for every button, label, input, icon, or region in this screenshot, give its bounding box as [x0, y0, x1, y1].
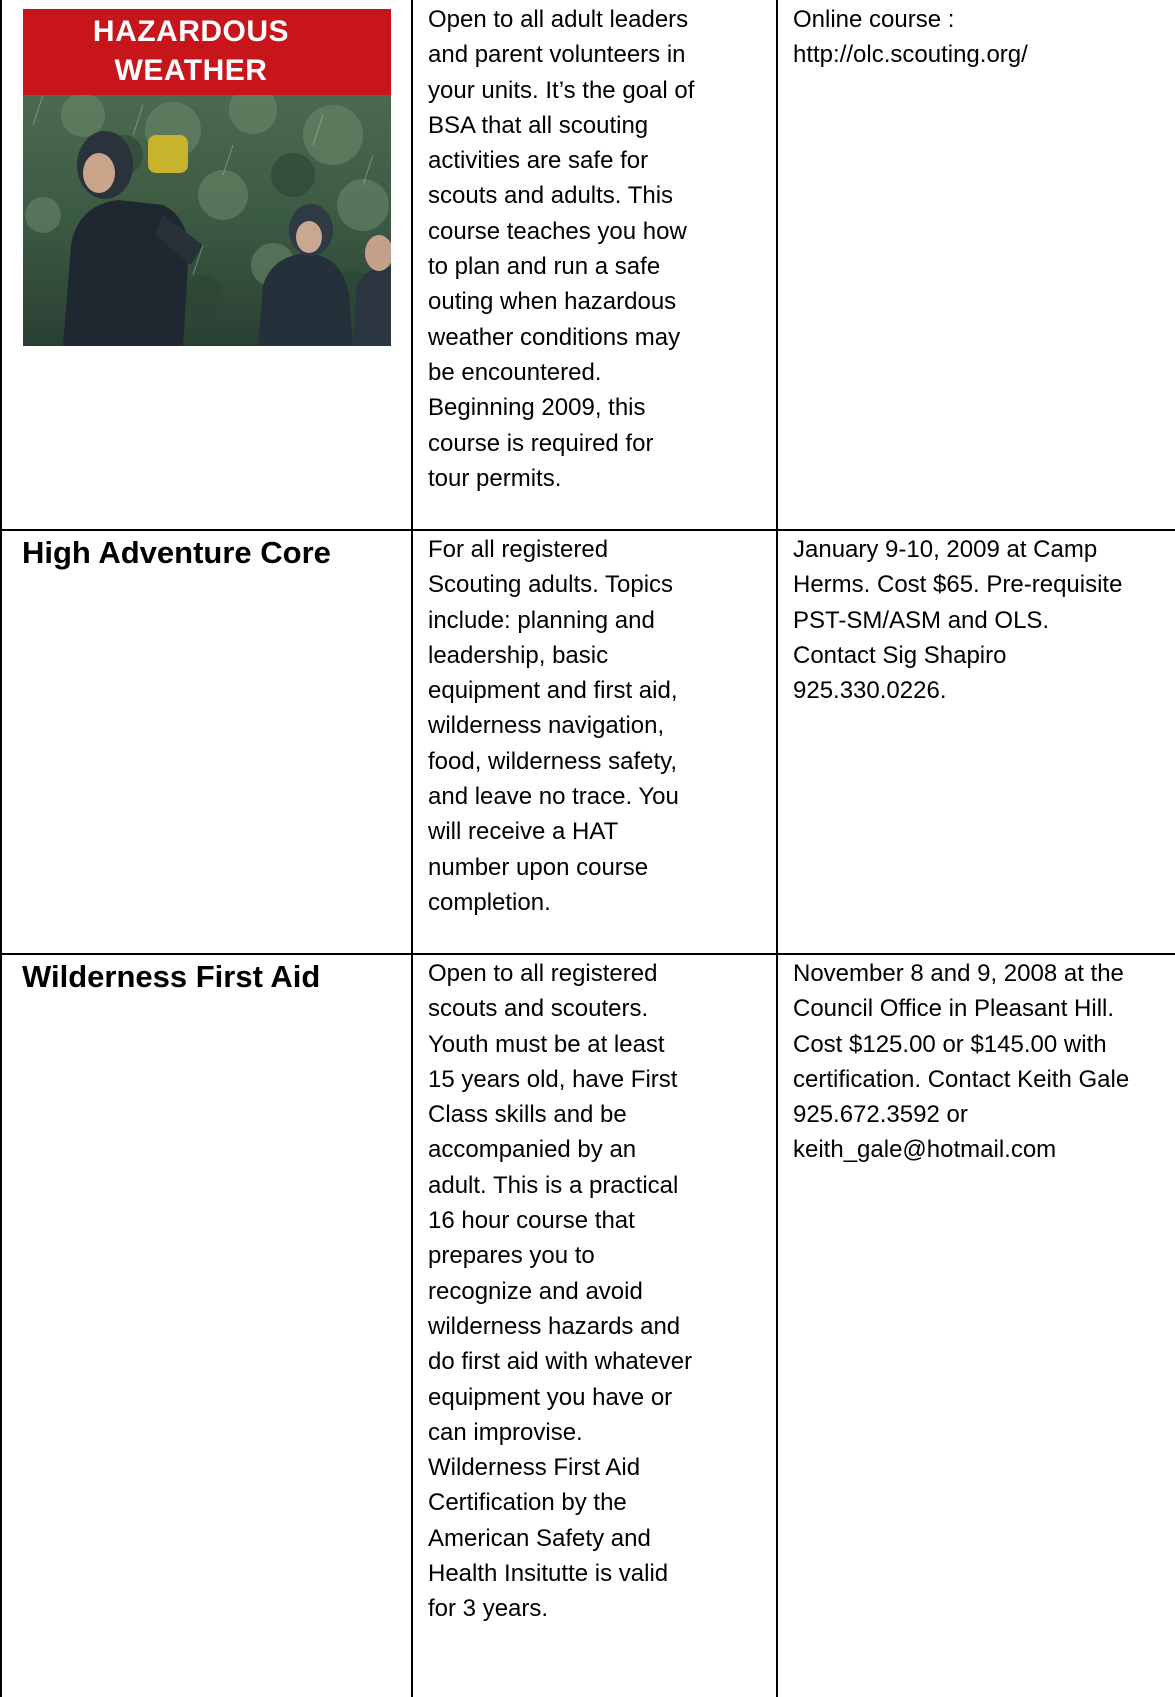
hazardous-weather-image [23, 9, 391, 346]
table-column-divider-1 [411, 0, 413, 1697]
banner-title-line-1: HAZARDOUS [92, 15, 290, 48]
high-adventure-core-description: For all registered Scouting adults. Topics include: planning and leadership, basic equipment and first aid, wilderness navigation, food, wilderness safety, and leave no trace. You will receive a HAT number upon course completion. [428, 536, 679, 916]
wilderness-first-aid-details: November 8 and 9, 2008 at the Council Office in Pleasant Hill. Cost $125.00 or $145.00 with certification. Contact Keith Gale 925.672.3592 or keith_gale@hotmail.com [793, 960, 1130, 1164]
table-column-divider-2 [776, 0, 778, 1697]
high-adventure-core-details: January 9-10, 2009 at Camp Herms. Cost $65. Pre-requisite PST-SM/ASM and OLS. Contact Sig Shapiro 925.330.0226. [793, 536, 1123, 705]
hikers-in-rain-photo [23, 95, 391, 346]
high-adventure-core-title: High Adventure Core [22, 535, 331, 570]
hazardous-weather-banner [23, 9, 391, 95]
table-row-divider-1 [0, 529, 1175, 531]
wilderness-first-aid-description: Open to all registered scouts and scouters. Youth must be at least 15 years old, have First Class skills and be accompanied by an adult. This is a practical 16 hour course that prepares you to recognize and avoid wilderness hazards and do first aid with whatever equipment you have or can improvise. Wilderness First Aid Certification by the American Safety and Health Insitutte is valid for 3 years. [428, 960, 693, 1623]
wilderness-first-aid-title: Wilderness First Aid [22, 959, 321, 994]
hazardous-weather-description: Open to all adult leaders and parent volunteers in your units. It’s the goal of BSA that all scouting activities are safe for scouts and adults. This course teaches you how to plan and run a safe outing when hazardous weather conditions may be encountered. Beginning 2009, this course is required for tour permits. [428, 6, 695, 492]
banner-title-line-2: WEATHER [114, 54, 268, 87]
table-row-divider-2 [0, 953, 1175, 955]
hazardous-weather-details: Online course : http://olc.scouting.org/ [793, 6, 1028, 69]
table-border-left [0, 0, 2, 1697]
